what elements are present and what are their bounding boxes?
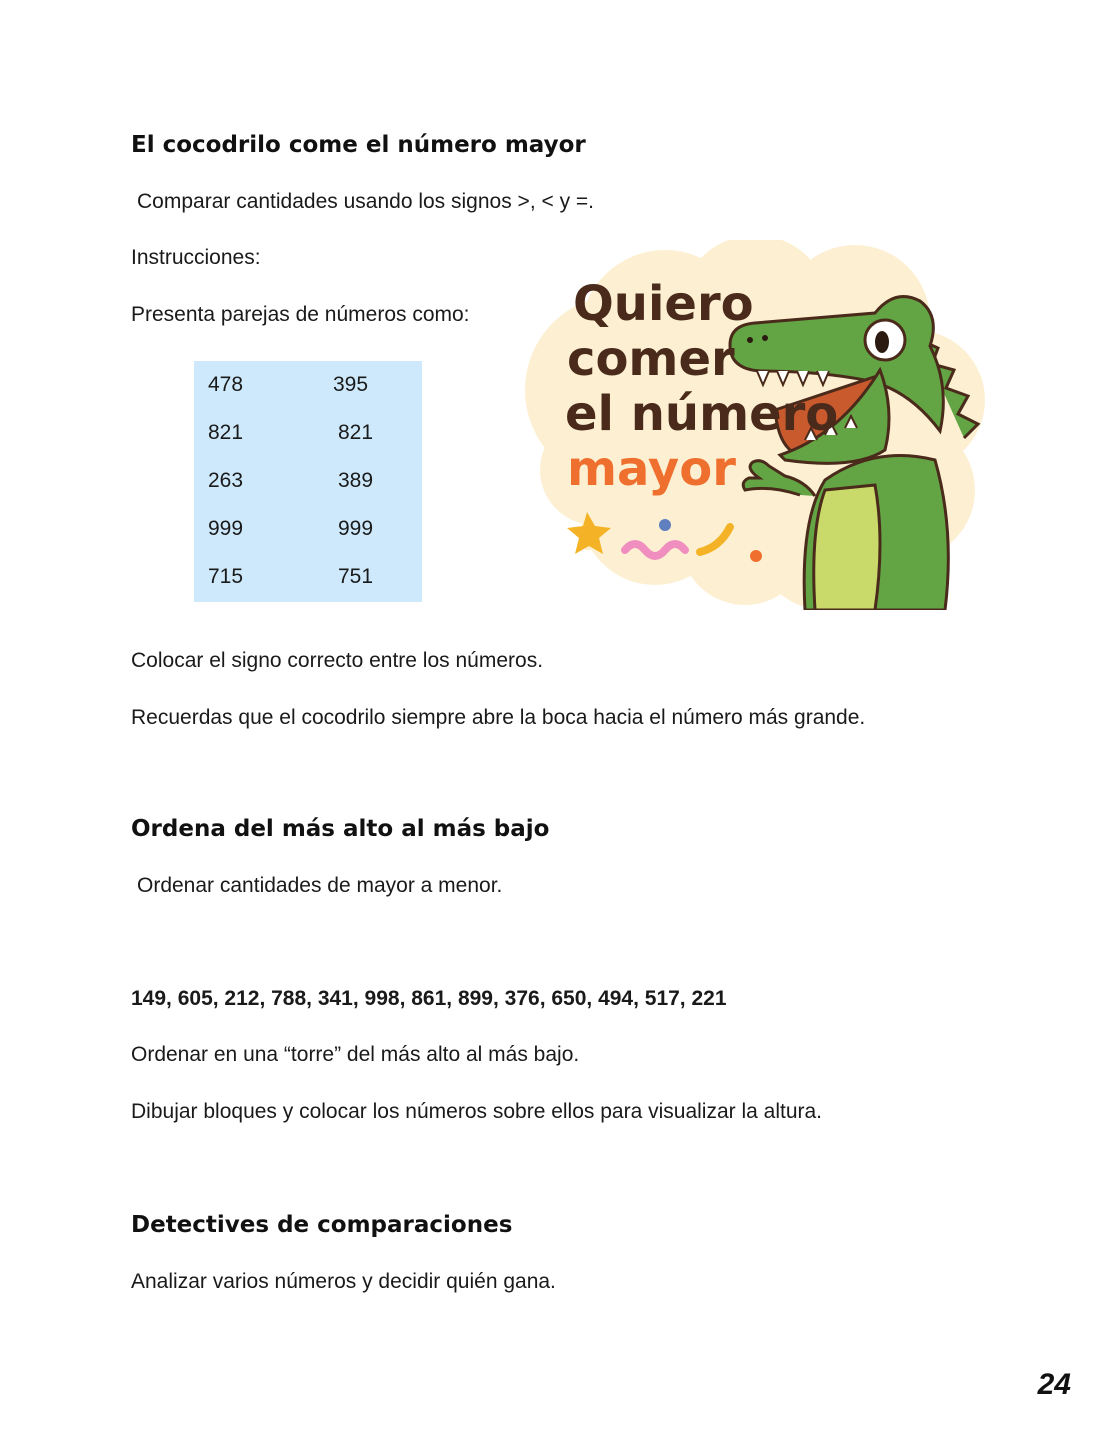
section-objective: Comparar cantidades usando los signos >, < y =. — [137, 190, 595, 213]
instructions-label: Instrucciones: — [131, 246, 261, 269]
illustration-text-line1: Quiero — [573, 276, 754, 332]
pair-left-number: 478 — [208, 373, 244, 396]
place-sign-text: Colocar el signo correcto entre los números. — [131, 649, 544, 672]
section-title-crocodile: El cocodrilo come el número mayor — [131, 132, 586, 158]
pair-right-number: 821 — [338, 421, 374, 444]
page-number: 24 — [1037, 1368, 1071, 1401]
pair-left-number: 999 — [208, 517, 244, 540]
reminder-text: Recuerdas que el cocodrilo siempre abre la boca hacia el número más grande. — [131, 706, 866, 729]
pair-right-number: 395 — [333, 373, 369, 396]
pair-right-number: 999 — [338, 517, 374, 540]
pair-left-number: 821 — [208, 421, 244, 444]
pair-right-number: 751 — [338, 565, 374, 588]
section-objective: Ordenar cantidades de mayor a menor. — [137, 874, 503, 897]
section-objective: Analizar varios números y decidir quién gana. — [131, 1270, 556, 1293]
illustration-text-line4: mayor — [567, 441, 736, 497]
tower-text: Ordenar en una “torre” del más alto al más bajo. — [131, 1043, 580, 1066]
blocks-text: Dibujar bloques y colocar los números sobre ellos para visualizar la altura. — [131, 1100, 823, 1123]
numbers-list: 149, 605, 212, 788, 341, 998, 861, 899, 376, 650, 494, 517, 221 — [131, 987, 727, 1010]
dot-icon — [659, 519, 671, 531]
pair-left-number: 263 — [208, 469, 244, 492]
section-title-order: Ordena del más alto al más bajo — [131, 816, 550, 842]
pair-left-number: 715 — [208, 565, 244, 588]
crocodile-illustration — [525, 240, 995, 610]
present-pairs-text: Presenta parejas de números como: — [131, 303, 470, 326]
pair-right-number: 389 — [338, 469, 374, 492]
number-pairs-table — [194, 361, 422, 602]
illustration-text-line2: comer — [567, 331, 735, 387]
section-title-detectives: Detectives de comparaciones — [131, 1212, 513, 1238]
dot-icon — [750, 550, 762, 562]
illustration-text-line3: el número — [565, 386, 839, 442]
